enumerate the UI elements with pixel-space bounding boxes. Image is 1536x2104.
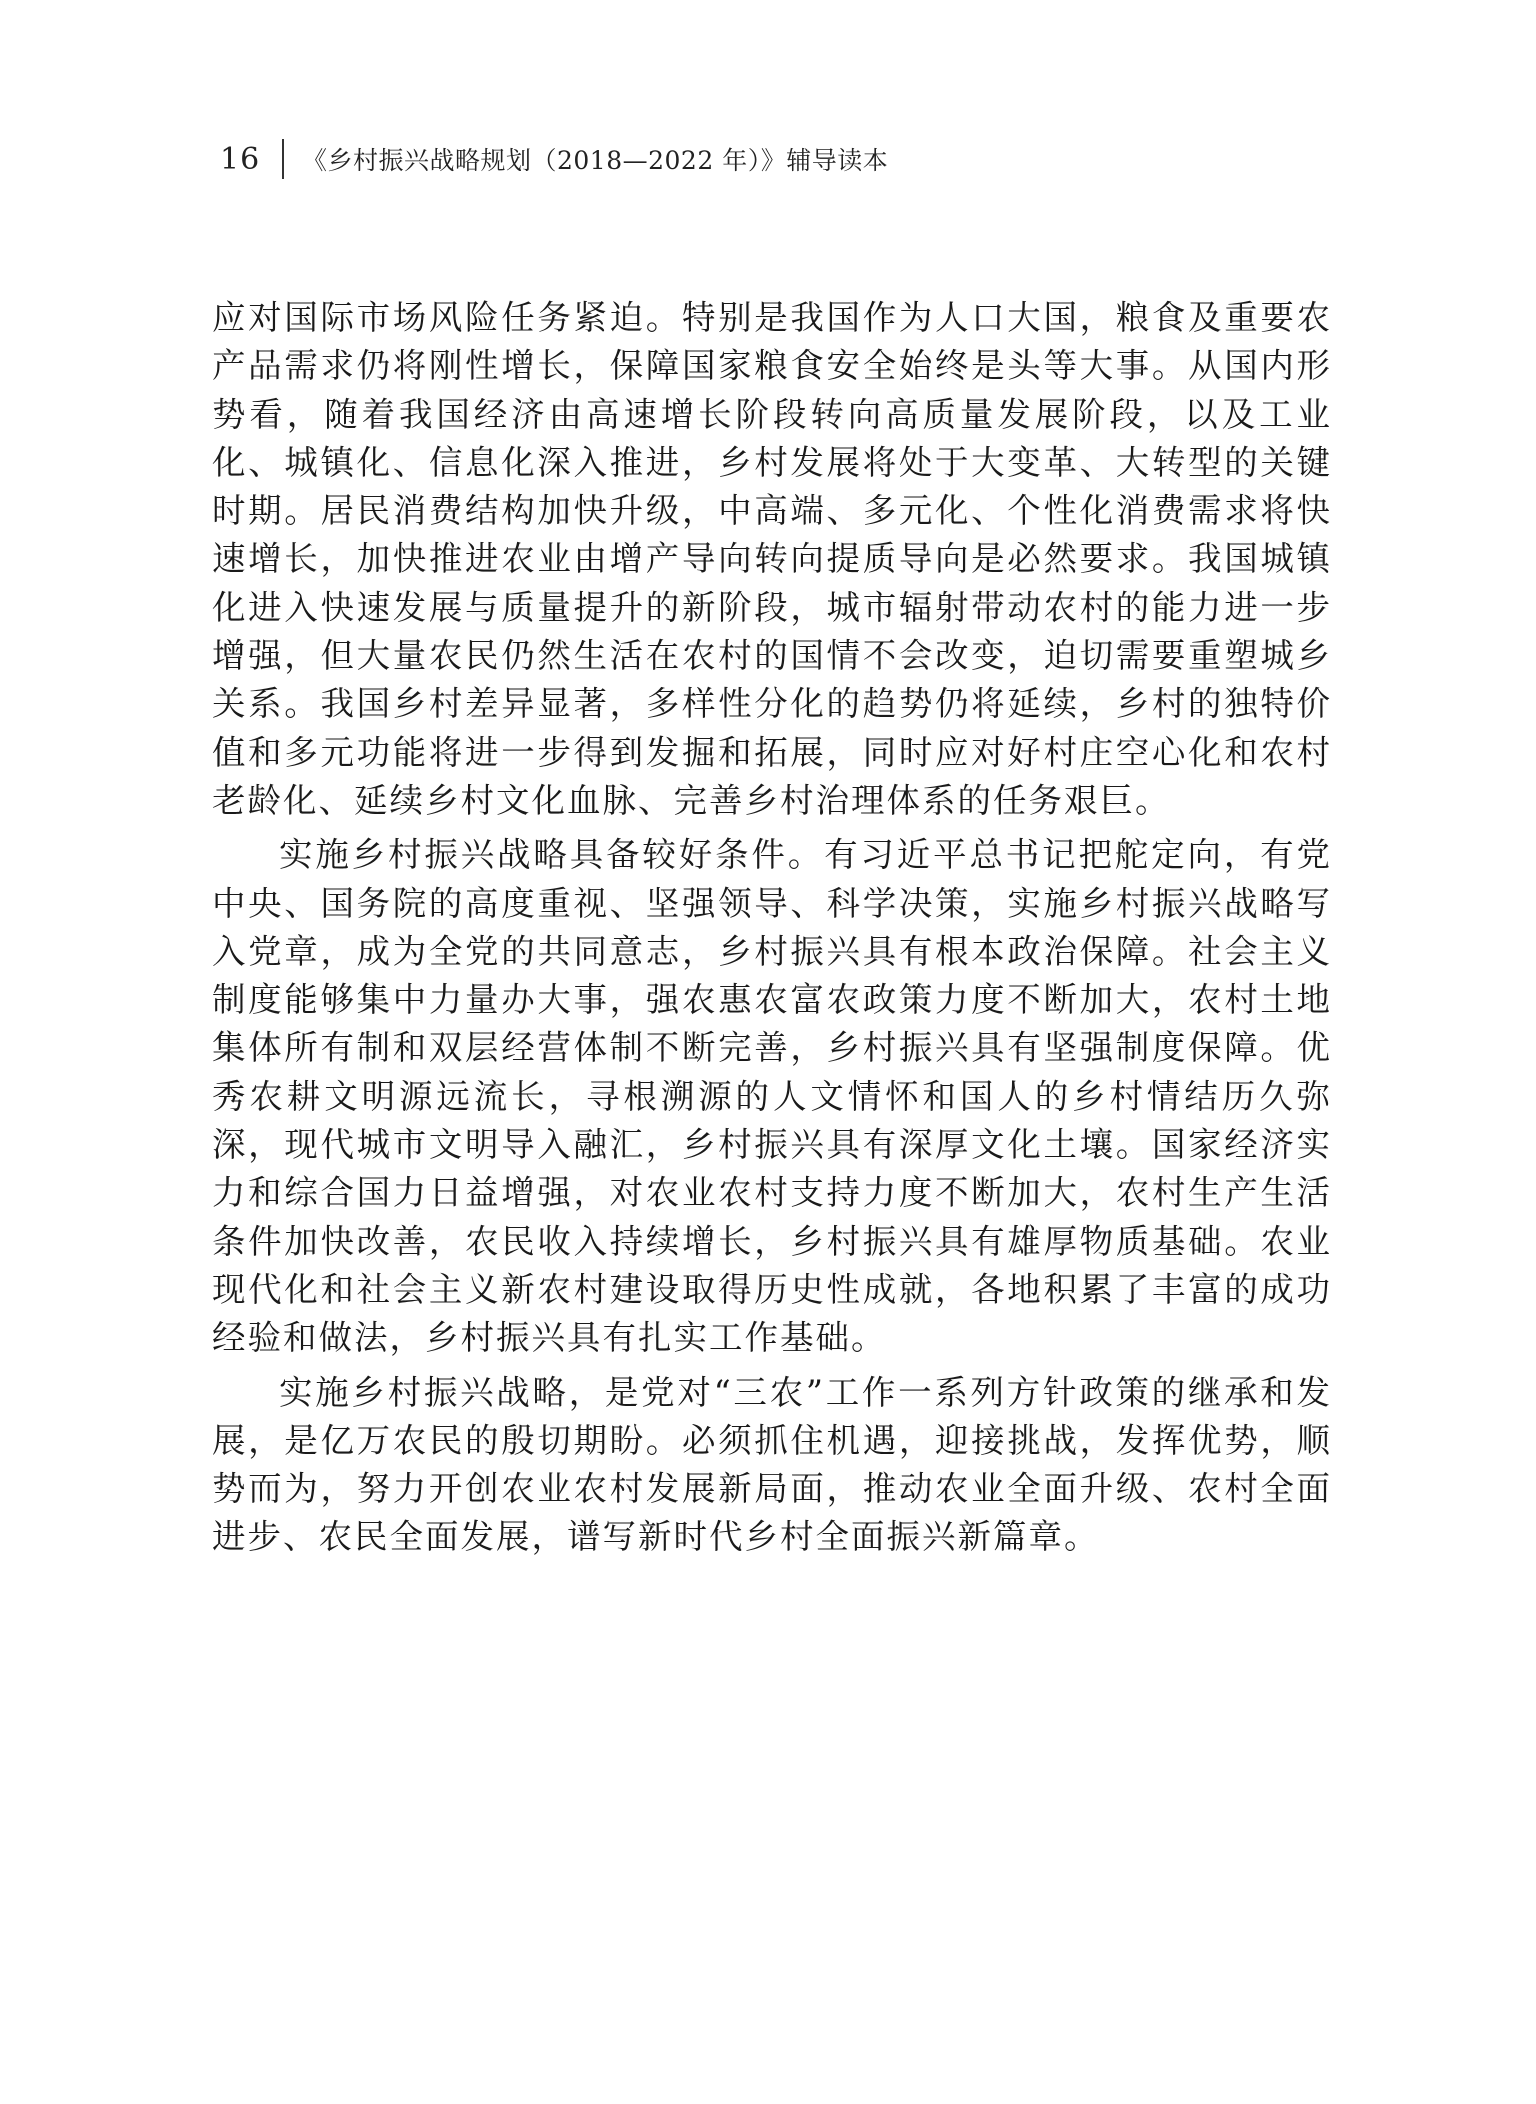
page-number: 16 — [220, 141, 261, 177]
paragraph-favorable-conditions: 实施乡村振兴战略具备较好条件。有习近平总书记把舵定向，有党中央、国务院的高度重视、坚强领导、科学决策，实施乡村振兴战略写入党章，成为全党的共同意志，乡村振兴具有根本政治保障。社会主义制度能够集中力量办大事，强农惠农富农政策力度不断加大，农村土地集体所有制和双层经营体制不断完善，乡村振兴具有坚强制度保障。优秀农耕文明源远流长，寻根溯源的人文情怀和国人的乡村情结历久弥深，现代城市文明导入融汇，乡村振兴具有深厚文化土壤。国家经济实力和综合国力日益增强，对农业农村支持力度不断加大，农村生产生活条件加快改善，农民收入持续增长，乡村振兴具有雄厚物质基础。农业现代化和社会主义新农村建设取得历史性成就，各地积累了丰富的成功经验和做法，乡村振兴具有扎实工作基础。 — [212, 835, 1332, 1358]
book-title: 《乡村振兴战略规划（2018—2022 年）》辅导读本 — [302, 146, 889, 175]
paragraph-continued: 应对国际市场风险任务紧迫。特别是我国作为人口大国，粮食及重要农产品需求仍将刚性增长，保障国家粮食安全始终是头等大事。从国内形势看，随着我国经济由高速增长阶段转向高质量发展阶段，以及工业化、城镇化、信息化深入推进，乡村发展将处于大变革、大转型的关键时期。居民消费结构加快升级，中高端、多元化、个性化消费需求将快速增长，加快推进农业由增产导向转向提质导向是必然要求。我国城镇化进入快速发展与质量提升的新阶段，城市辐射带动农村的能力进一步增强，但大量农民仍然生活在农村的国情不会改变，迫切需要重塑城乡关系。我国乡村差异显著，多样性分化的趋势仍将延续，乡村的独特价值和多元功能将进一步得到发掘和拓展，同时应对好村庄空心化和农村老龄化、延续乡村文化血脉、完善乡村治理体系的任务艰巨。 — [212, 298, 1332, 820]
header-divider — [282, 139, 284, 179]
running-header — [220, 138, 888, 180]
paragraph-conclusion: 实施乡村振兴战略，是党对“三农”工作一系列方针政策的继承和发展，是亿万农民的殷切期盼。必须抓住机遇，迎接挑战，发挥优势，顺势而为，努力开创农业农村发展新局面，推动农业全面升级、农村全面进步、农民全面发展，谱写新时代乡村全面振兴新篇章。 — [212, 1372, 1332, 1557]
body-text — [212, 294, 1332, 1568]
